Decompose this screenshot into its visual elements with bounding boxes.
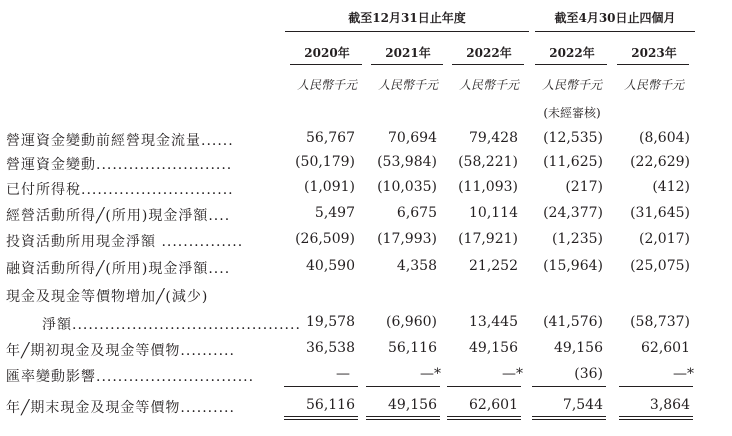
year-2023-4m: 2023年 (631, 46, 677, 60)
cell: (8,604) (638, 130, 690, 146)
subtotal-rule (447, 386, 521, 387)
row-label-fx-effect: 匯率變動影響............................. (6, 369, 255, 385)
subtotal-rule (284, 386, 358, 387)
unit-2022-4m: 人民幣千元 (541, 78, 602, 92)
cell: (15,964) (543, 258, 603, 274)
cell: 62,601 (641, 340, 690, 356)
total-double-rule (619, 416, 693, 420)
unit-2023-4m: 人民幣千元 (623, 78, 684, 92)
row-label-opening-cash: 年╱期初現金及現金等價物.......... (6, 343, 235, 359)
cell: —* (420, 366, 441, 382)
row-label-net-change-line1: 現金及現金等價物增加╱(減少) (6, 289, 209, 305)
cell: 13,445 (469, 314, 518, 330)
year-rule-3 (452, 64, 524, 65)
header-rule-fy (285, 31, 529, 32)
subtotal-rule (532, 386, 606, 387)
year-rule-5 (617, 64, 689, 65)
cell: (36) (574, 366, 603, 382)
cell: 10,114 (469, 205, 518, 221)
year-rule-4 (535, 64, 607, 65)
cell: (1,235) (551, 231, 603, 247)
cell: (11,093) (458, 179, 518, 195)
cell: — (336, 366, 350, 382)
cell: 6,675 (396, 205, 437, 221)
unit-2022: 人民幣千元 (458, 78, 519, 92)
subtotal-rule (366, 386, 440, 387)
cell: 19,578 (306, 314, 355, 330)
cell: 7,544 (562, 397, 603, 413)
cell: (12,535) (543, 130, 603, 146)
cell: 56,767 (306, 130, 355, 146)
year-2022-4m: 2022年 (549, 46, 595, 60)
cell: 49,156 (469, 340, 518, 356)
cell: —* (673, 366, 694, 382)
cell: (1,091) (303, 179, 355, 195)
cell: 49,156 (554, 340, 603, 356)
year-rule-2 (371, 64, 443, 65)
header-group-fy: 截至12月31日止年度 (348, 11, 466, 25)
unit-2021: 人民幣千元 (377, 78, 438, 92)
cell: (53,984) (377, 154, 437, 170)
cell: (58,221) (458, 154, 518, 170)
subtotal-rule (619, 386, 693, 387)
unit-2020: 人民幣千元 (296, 78, 357, 92)
cell: (10,035) (377, 179, 437, 195)
header-rule-4m (535, 31, 695, 32)
cell: (58,737) (630, 314, 690, 330)
year-rule-1 (290, 64, 362, 65)
cell: (2,017) (638, 231, 690, 247)
row-label-tax-paid: 已付所得稅............................ (6, 182, 234, 198)
row-label-operating-net: 經營活動所得╱(所用)現金淨額.... (6, 208, 231, 224)
cell: (26,509) (295, 231, 355, 247)
cell: (17,921) (458, 231, 518, 247)
year-2021: 2021年 (385, 46, 431, 60)
row-label-closing-cash: 年╱期末現金及現金等價物.......... (6, 400, 235, 416)
cell: 3,864 (649, 397, 690, 413)
unaudited-note: (未經審核) (543, 106, 601, 120)
row-label-investing-net: 投資活動所用現金淨額 ............... (6, 234, 244, 250)
cell: 56,116 (306, 397, 355, 413)
cell: 40,590 (306, 258, 355, 274)
cell: (412) (652, 179, 690, 195)
cell: (22,629) (630, 154, 690, 170)
cell: (50,179) (295, 154, 355, 170)
cell: 4,358 (396, 258, 437, 274)
cell: 79,428 (469, 130, 518, 146)
cell: (31,645) (630, 205, 690, 221)
cell: (17,993) (377, 231, 437, 247)
cell: 49,156 (388, 397, 437, 413)
row-label-net-change-line2: 淨額.......................................... (42, 317, 301, 333)
total-double-rule (447, 416, 521, 420)
cell: 56,116 (388, 340, 437, 356)
year-2020: 2020年 (304, 46, 350, 60)
year-2022: 2022年 (466, 46, 512, 60)
cell: 36,538 (306, 340, 355, 356)
total-double-rule (366, 416, 440, 420)
cell: (217) (565, 179, 603, 195)
cell: 70,694 (388, 130, 437, 146)
total-double-rule (284, 416, 358, 420)
cell: (24,377) (543, 205, 603, 221)
cell: (11,625) (543, 154, 603, 170)
cell: 62,601 (469, 397, 518, 413)
cell: (41,576) (543, 314, 603, 330)
header-group-4m: 截至4月30日止四個月 (554, 11, 676, 25)
total-double-rule (532, 416, 606, 420)
row-label-wc-changes: 營運資金變動......................... (6, 157, 233, 173)
row-label-financing-net: 融資活動所得╱(所用)現金淨額.... (6, 261, 231, 277)
cell: (6,960) (385, 314, 437, 330)
cell: (25,075) (630, 258, 690, 274)
row-label-operating-before-wc: 營運資金變動前經營現金流量...... (6, 133, 234, 149)
cell: 21,252 (469, 258, 518, 274)
cell: 5,497 (314, 205, 355, 221)
cell: —* (502, 366, 523, 382)
